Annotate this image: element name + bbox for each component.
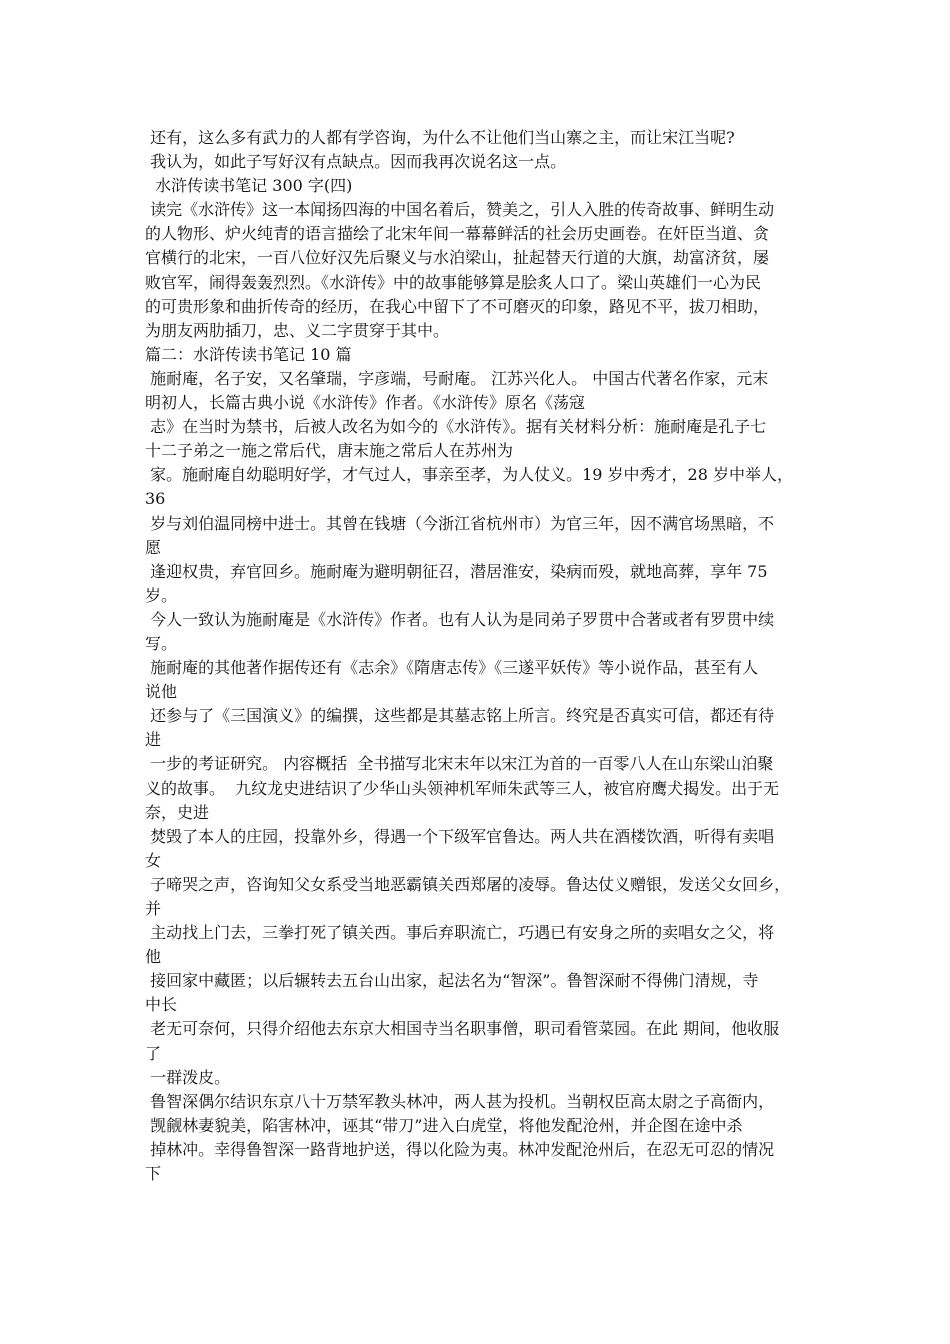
text-line: 接回家中藏匿；以后辗转去五台山出家，起法名为“智深”。鲁智深耐不得佛门清规，寺	[145, 971, 759, 991]
text-line: 掉林冲。幸得鲁智深一路背地护送，得以化险为夷。林冲发配沧州后，在忍无可忍的情况	[145, 1139, 775, 1159]
text-line: 的可贵形象和曲折传奇的经历，在我心中留下了不可磨灭的印象，路见不平，拔刀相助，	[145, 296, 770, 316]
text-line: 施耐庵，名子安，又名肇瑞，字彦端，号耐庵。 江苏兴化人。 中国古代著名作家，元末	[145, 368, 769, 388]
text-line: 今人一致认为施耐庵是《水浒传》作者。也有人认为是同弟子罗贯中合著或者有罗贯中续	[145, 609, 775, 629]
text-line: 并	[145, 899, 162, 918]
text-line: 还有，这么多有武力的人都有学咨询，为什么不让他们当山寨之主，而让宋江当呢?	[145, 128, 735, 147]
text-line: 志》在当时为禁书，后被人改名为如今的《水浒传》。据有关材料分析：施耐庵是孔子七	[145, 417, 767, 437]
text-line: 了	[145, 1043, 162, 1063]
text-line: 子啼哭之声，咨询知父女系受当地恶霸镇关西郑屠的凌辱。鲁达仗义赠银，发送父女回乡，	[145, 874, 791, 894]
text-line: 义的故事。 九纹龙史进结识了少华山头领神机军师朱武等三人，被官府鹰犬揭发。出于无	[145, 778, 780, 798]
text-line: 写。	[145, 633, 178, 653]
text-line: 进	[145, 730, 162, 750]
document-body	[145, 126, 815, 1186]
text-line: 36	[145, 489, 166, 509]
text-line: 女	[145, 850, 162, 870]
text-line: 篇二：水浒传读书笔记 10 篇	[145, 344, 352, 364]
text-line: 下	[145, 1164, 162, 1184]
text-line: 一步的考证研究。 内容概括 全书描写北宋末年以宋江为首的一百零八人在山东梁山泊聚	[145, 754, 774, 774]
text-line: 老无可奈何，只得介绍他去东京大相国寺当名职事僧，职司看管菜园。在此 期间，他收服	[145, 1019, 780, 1039]
text-line: 焚毁了本人的庄园，投靠外乡，得遇一个下级军官鲁达。两人共在酒楼饮酒，听得有卖唱	[145, 826, 775, 846]
text-line: 家。施耐庵自幼聪明好学，才气过人，事亲至孝，为人仗义。19 岁中秀才，28 岁中举人，	[145, 465, 793, 485]
text-line: 还参与了《三国演义》的编撰，这些都是其墓志铭上所言。终究是否真实可信，都还有待	[145, 706, 775, 726]
text-line: 为朋友两肋插刀，忠、义二字贯穿于其中。	[145, 320, 450, 340]
text-line: 的人物形、炉火纯青的语言描绘了北宋年间一幕幕鲜活的社会历史画卷。在奸臣当道、贪	[145, 224, 770, 244]
text-line: 岁与刘伯温同榜中进士。其曾在钱塘（今浙江省杭州市）为官三年，因不满官场黑暗，不	[145, 513, 775, 533]
text-line: 说他	[145, 682, 178, 702]
text-line: 明初人，长篇古典小说《水浒传》作者。《水浒传》原名《荡寇	[145, 393, 586, 413]
text-line: 主动找上门去，三拳打死了镇关西。事后弃职流亡，巧遇已有安身之所的卖唱女之父，将	[145, 923, 775, 943]
text-line: 奈，史进	[145, 802, 210, 822]
text-line: 中长	[145, 995, 178, 1015]
text-line: 我认为，如此子写好汉有点缺点。因而我再次说名这一点。	[145, 152, 567, 172]
text-line: 愿	[145, 537, 162, 557]
text-line: 觊觎林妻貌美，陷害林冲，诬其“带刀”进入白虎堂，将他发配沧州，并企图在途中杀	[145, 1115, 743, 1135]
text-line: 官横行的北宋，一百八位好汉先后聚义与水泊梁山，扯起替天行道的大旗，劫富济贫，屡	[145, 248, 770, 268]
text-line: 败官军，闹得轰轰烈烈。《水浒传》中的故事能够算是脍炙人口了。梁山英雄们一心为民	[145, 272, 762, 292]
text-line: 岁。	[145, 585, 178, 605]
text-line: 一群泼皮。	[145, 1067, 231, 1087]
text-line: 十二子弟之一施之常后代，唐末施之常后人在苏州为	[145, 441, 514, 461]
text-line: 施耐庵的其他著作据传还有《志余》《隋唐志传》《三遂平妖传》等小说作品，甚至有人	[145, 658, 759, 678]
text-line: 水浒传读书笔记 300 字(四)	[145, 176, 353, 196]
text-line: 他	[145, 947, 162, 967]
text-line: 读完《水浒传》这一本闻扬四海的中国名着后，赞美之，引人入胜的传奇故事、鲜明生动	[145, 200, 775, 220]
text-line: 逢迎权贵，弃官回乡。施耐庵为避明朝征召，潜居淮安，染病而殁，就地高葬，享年 75	[145, 561, 768, 581]
text-line: 鲁智深偶尔结识东京八十万禁军教头林冲，两人甚为投机。当朝权臣高太尉之子高衙内，	[145, 1091, 775, 1111]
